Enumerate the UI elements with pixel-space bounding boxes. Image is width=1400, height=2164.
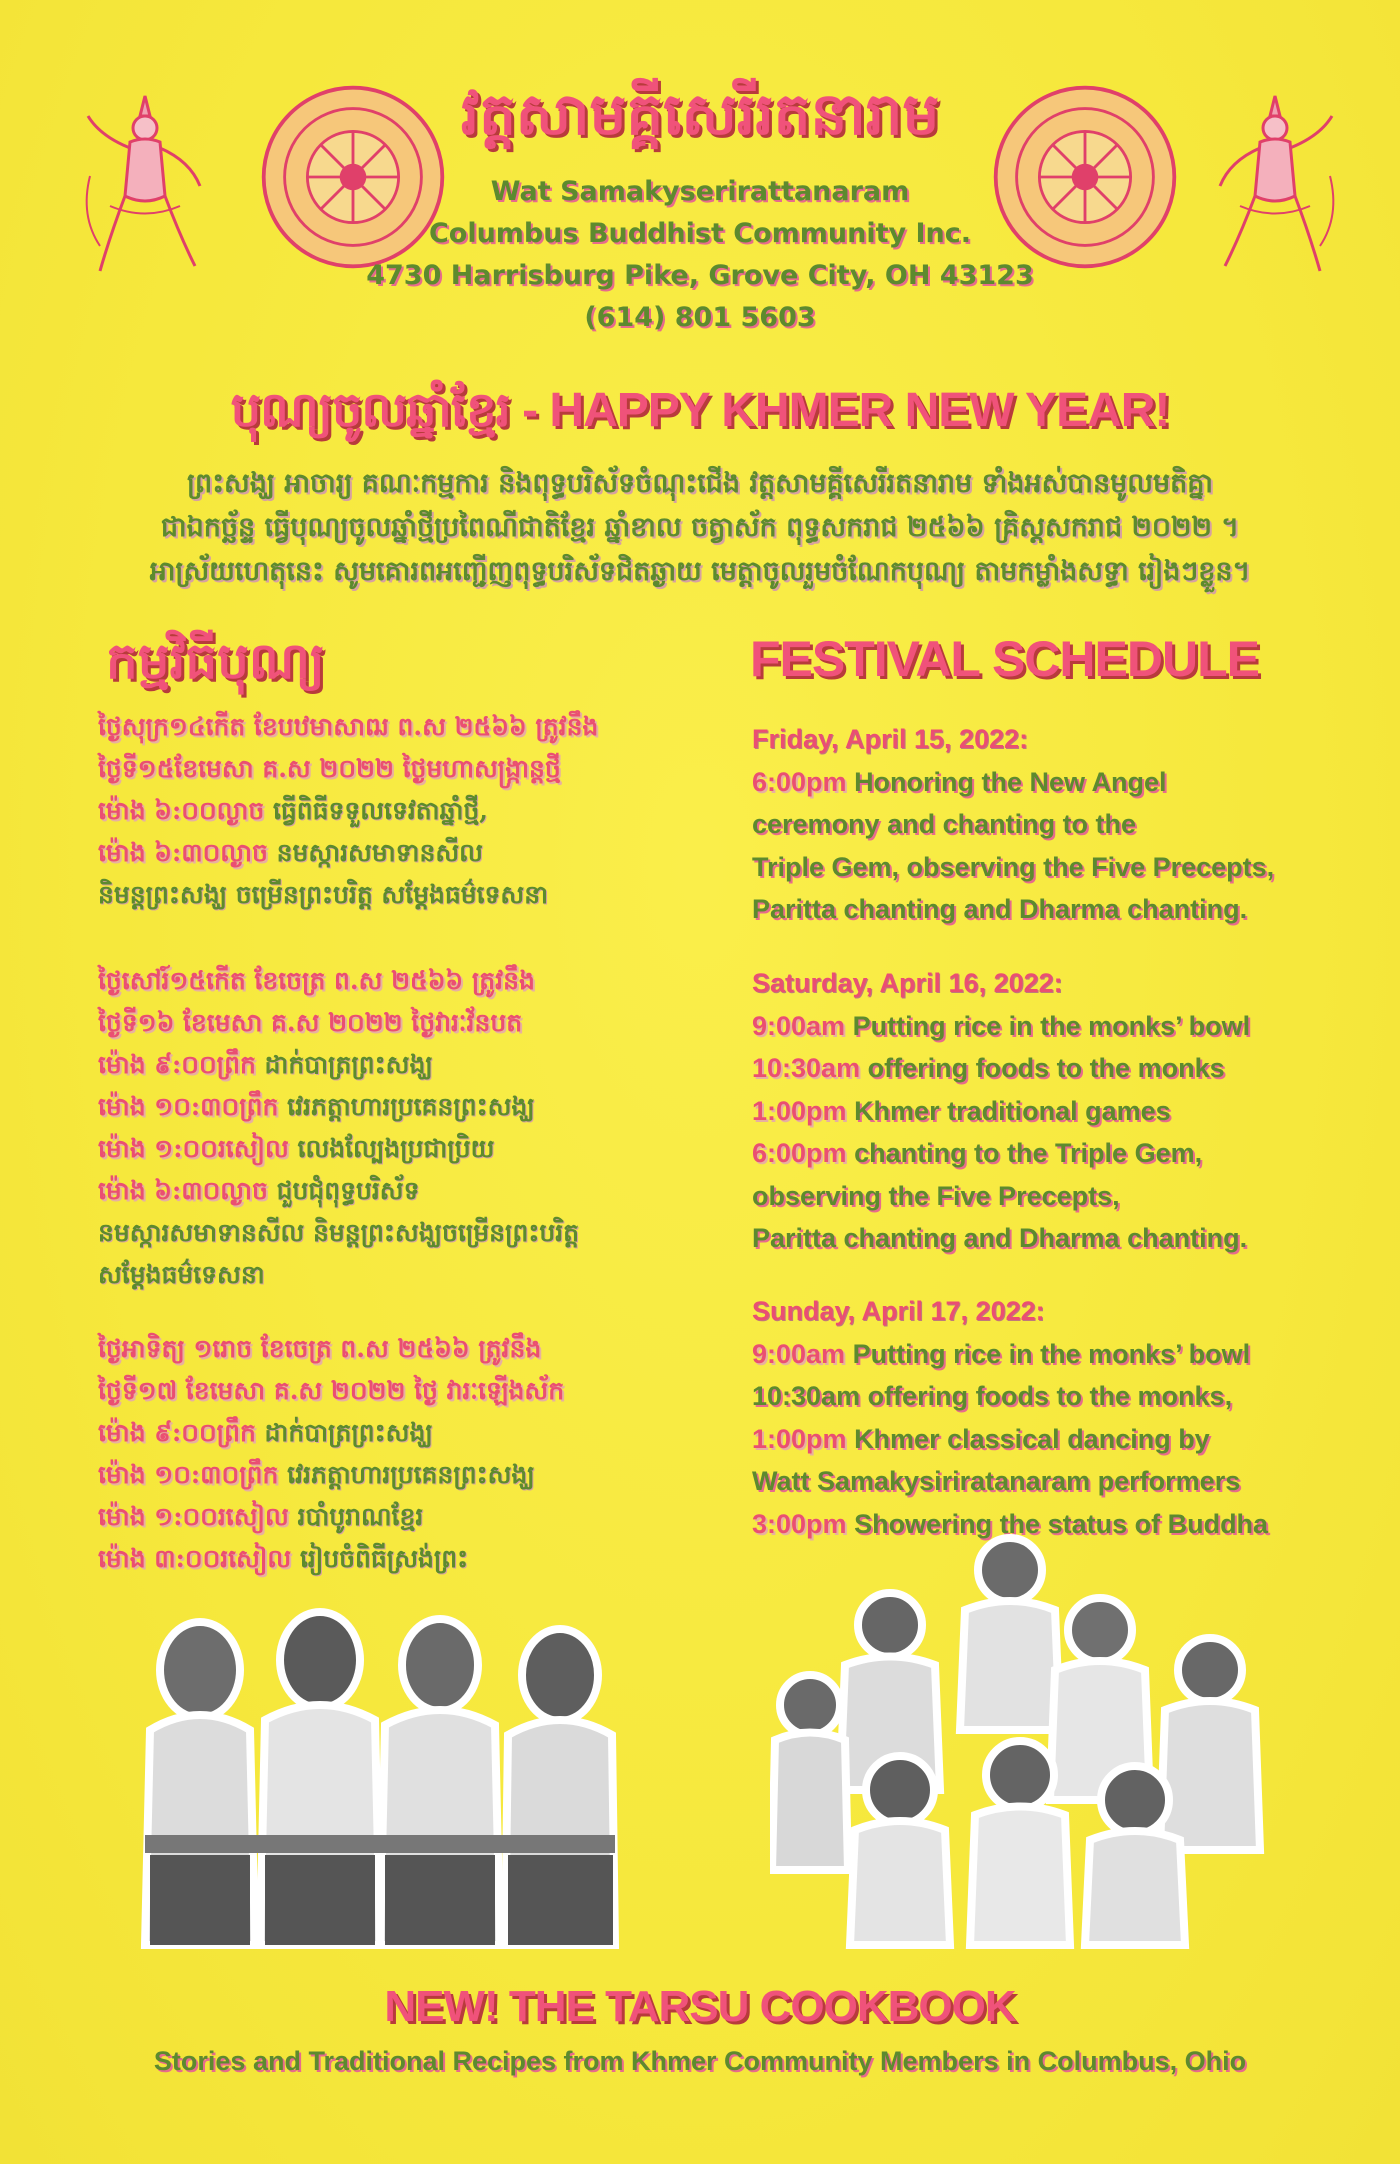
intro-line: អាស្រ័យហេតុនេះ សូមគោរពអញ្ជើញពុទ្ធបរិស័ទជិតឆ្ងាយ មេត្តាចូលរួមចំណែកបុណ្យ តាមកម្លាំងសទ្ធា រៀងៗខ្លួន។: [149, 556, 1251, 587]
khmer-day-block: [98, 1328, 718, 1580]
festival-day-block: [752, 1290, 1352, 1545]
khmer-date-line: ថ្ងៃអាទិត្យ ១រោច ខែចេត្រ ព.ស ២៥៦៦ ត្រូវនឹង: [98, 1334, 542, 1363]
khmer-date-line: ថ្ងៃទី១៧ ខែមេសា គ.ស ២០២២ ថ្ងៃ វារៈឡើងស័ក: [98, 1376, 565, 1405]
festival-line: 3:00pm Showering the status of Buddha: [752, 1508, 1269, 1539]
address: 4730 Harrisburg Pike, Grove City, OH 43123: [366, 260, 1034, 291]
khmer-schedule-item: ម៉ោង ៩:០០ព្រឹក ដាក់បាត្រព្រះសង្ឃ: [98, 1418, 433, 1447]
khmer-date-line: ថ្ងៃទី១៦ ខែមេសា គ.ស ២០២២ ថ្ងៃវារៈវ័នបត: [98, 1008, 523, 1037]
intro-line: ជាឯកច្ឆ័ន្ទ ធ្វើបុណ្យចូលឆ្នាំថ្មីប្រពៃណីជាតិខ្មែរ ឆ្នាំខាល ចត្វាស័ក ពុទ្ធសករាជ ២៥៦៦ គ្រិស្តសករាជ ២០២២ ។: [160, 512, 1240, 543]
khmer-date-line: ថ្ងៃសៅរ៍១៥កើត ខែចេត្រ ព.ស ២៥៦៦ ត្រូវនឹង: [98, 966, 535, 995]
festival-day-block: [752, 718, 1352, 931]
intro-line: ព្រះសង្ឃ អាចារ្យ គណៈកម្មការ និងពុទ្ធបរិស័ទចំណុះជើង វត្តសាមគ្គីសេរីរតនារាម ទាំងអស់បានមូលមតិគ្នា: [187, 468, 1213, 499]
children-group-photo: [770, 1530, 1290, 1950]
festival-line: 9:00am Putting rice in the monks’ bowl: [752, 1010, 1251, 1041]
cookbook-subtitle: Stories and Traditional Recipes from Khmer Community Members in Columbus, Ohio: [153, 2046, 1247, 2076]
khmer-schedule-extra: នមស្ការសមាទានសីល និមន្តព្រះសង្ឃចម្រើនព្រះបរិត្ត: [98, 1218, 579, 1247]
festival-day-block: [752, 962, 1352, 1260]
khmer-schedule-extra: និមន្តព្រះសង្ឃ ចម្រើនព្រះបរិត្ត សម្តែងធម៌ទេសនា: [98, 880, 549, 909]
khmer-date-line: ថ្ងៃទី១៥ខែមេសា គ.ស ២០២២ ថ្ងៃមហាសង្ក្រាន្តថ្មី: [98, 754, 561, 783]
khmer-day-block: [98, 960, 718, 1296]
festival-line: ceremony and chanting to the: [752, 809, 1137, 839]
festival-date: Friday, April 15, 2022:: [752, 724, 1029, 754]
khmer-schedule-item: ម៉ោង ១:០០រសៀល របាំបូរាណខ្មែរ: [98, 1502, 424, 1531]
festival-line: 1:00pm Khmer classical dancing by: [752, 1423, 1210, 1454]
khmer-schedule-item: ម៉ោង ៩:០០ព្រឹក ដាក់បាត្រព្រះសង្ឃ: [98, 1050, 433, 1079]
khmer-schedule-heading: កម្មវិធីបុណ្យ: [106, 631, 325, 690]
cookbook-title: NEW! THE TARSU COOKBOOK: [384, 1982, 1016, 2031]
festival-line: 9:00am Putting rice in the monks’ bowl: [752, 1338, 1251, 1369]
festival-schedule-heading: FESTIVAL SCHEDULE: [750, 631, 1259, 687]
festival-line: 10:30am offering foods to the monks,: [752, 1381, 1233, 1411]
khmer-schedule-item: ម៉ោង ១០:៣០ព្រឹក វេរភត្តាហារប្រគេនព្រះសង្ឃ: [98, 1460, 535, 1489]
temple-name-en: Wat Samakyserirattanaram: [490, 176, 910, 207]
phone: (614) 801 5603: [584, 302, 816, 333]
intro-paragraph: [90, 462, 1310, 594]
org-name: Columbus Buddhist Community Inc.: [428, 218, 972, 249]
festival-line: observing the Five Precepts,: [752, 1180, 1120, 1211]
festival-line: Watt Samakysiriratanaram performers: [752, 1466, 1241, 1496]
festival-line: Paritta chanting and Dharma chanting.: [752, 894, 1248, 924]
khmer-schedule-item: ម៉ោង ៦:៣០ល្ងាច នមស្ការសមាទានសីល: [98, 838, 483, 867]
khmer-date-line: ថ្ងៃសុក្រ១៤កើត ខែបឋមាសាឍ ព.ស ២៥៦៦ ត្រូវនឹង: [98, 712, 599, 741]
angel-figure-icon: [1200, 86, 1350, 286]
khmer-day-block: [98, 706, 718, 916]
festival-line: 6:00pm Honoring the New Angel: [752, 766, 1167, 797]
khmer-schedule-item: ម៉ោង ៦:០០ល្ងាច ធ្វើពិធីទទួលទេវតាឆ្នាំថ្មី,: [98, 796, 488, 825]
khmer-schedule-item: ម៉ោង ១:០០រសៀល លេងល្បែងប្រជាប្រិយ: [98, 1134, 495, 1163]
festival-date: Saturday, April 16, 2022:: [752, 968, 1063, 998]
festival-line: 10:30am offering foods to the monks: [752, 1053, 1225, 1083]
festival-date: Sunday, April 17, 2022:: [752, 1296, 1045, 1326]
festival-line: Paritta chanting and Dharma chanting.: [752, 1223, 1248, 1253]
khmer-schedule-item: ម៉ោង ៣:០០រសៀល រៀបចំពិធីស្រង់ព្រះ: [98, 1544, 469, 1573]
khmer-schedule-extra: សម្តែងធម៌ទេសនា: [98, 1260, 265, 1289]
khmer-schedule-item: ម៉ោង ៦:៣០ល្ងាច ជួបជុំពុទ្ធបរិស័ទ: [98, 1176, 420, 1205]
angel-figure-icon: [70, 86, 220, 286]
khmer-temple-title: វត្តសាមគ្គីសេរីរតនារាម: [460, 80, 940, 148]
new-year-banner: បុណ្យចូលឆ្នាំខ្មែរ - HAPPY KHMER NEW YEAR!: [230, 384, 1170, 437]
festival-line: Triple Gem, observing the Five Precepts,: [752, 851, 1275, 882]
dancers-group-photo: [130, 1590, 630, 1950]
khmer-schedule-item: ម៉ោង ១០:៣០ព្រឹក វេរភត្តាហារប្រគេនព្រះសង្ឃ: [98, 1092, 535, 1121]
festival-line: 6:00pm chanting to the Triple Gem,: [752, 1138, 1203, 1168]
festival-line: 1:00pm Khmer traditional games: [752, 1095, 1171, 1126]
